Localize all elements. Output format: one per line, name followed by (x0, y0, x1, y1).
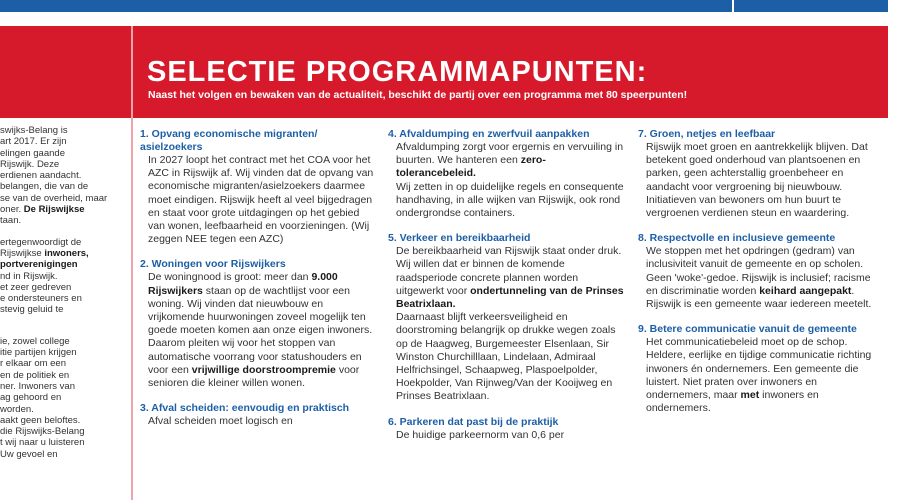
program-item-body (388, 141, 624, 220)
intro-line (0, 381, 128, 392)
program-item-heading: 1. Opvang economische migranten/ asielzoekers (140, 128, 318, 153)
program-item-heading: 7. Groen, netjes en leefbaar (638, 128, 776, 140)
program-item-body (140, 271, 376, 390)
intro-line (0, 125, 128, 136)
intro-line (0, 293, 128, 304)
program-item-body (388, 245, 624, 403)
page-title: SELECTIE PROGRAMMAPUNTEN: (147, 56, 648, 88)
program-item-paragraph (396, 311, 624, 403)
body-text: staan op de wachtlijst voor een woning. Wij vinden dat nieuwbouw en vrijkomende huurwoningen zoveel mogelijk ten goede moeten komen aan onze eigen inwoners. Daarom pleiten wij voor het stoppen van automatische voorrang voor statushouders en voor een (148, 284, 373, 376)
program-item-body (140, 154, 376, 246)
intro-line (0, 259, 128, 270)
program-item-paragraph (646, 245, 874, 271)
intro-line (0, 404, 128, 415)
body-text: . Rijswijk is een gemeente waar iedereen meetelt. (646, 284, 872, 311)
intro-line (0, 193, 128, 204)
intro-line (0, 304, 128, 315)
intro-line-text: itie partijen krijgen (0, 347, 77, 359)
body-text: De huidige parkeernorm van 0,6 per (396, 428, 565, 441)
program-item-heading: 8. Respectvolle en inclusieve gemeente (638, 232, 836, 245)
program-item-heading: 4. Afvaldumping en zwerfvuil aanpakken (388, 128, 590, 140)
intro-line (0, 336, 128, 347)
intro-line (0, 170, 128, 181)
program-item (638, 232, 874, 311)
program-item-paragraph (148, 271, 376, 390)
intro-line-text: et zeer gedreven (0, 281, 72, 293)
intro-line (0, 370, 128, 381)
program-item-paragraph (646, 141, 874, 220)
intro-line-text: e ondersteuners en (0, 293, 82, 305)
intro-line (0, 426, 128, 437)
body-text: De bereikbaarheid van Rijswijk staat onder druk. Wij willen dat er binnen de komende raadsperiode concrete plannen worden uitgewerkt voor (396, 245, 622, 297)
body-text: Rijswijk moet groen en aantrekkelijk blijven. Dat betekent goed onderhoud van plantsoenen en parken, geen achterstallig groenbeheer en aandacht voor vergroening bij nieuwbouw. Initiatieven van bewoners om hun buurt te vergroenen verdienen steun en waardering. (646, 141, 868, 220)
top-bar-divider (732, 0, 734, 12)
top-color-bar (0, 0, 888, 12)
body-text: We stoppen met het opdringen (gedram) van inclusiviteit vanuit de gemeente en op scholen. (646, 245, 864, 271)
body-text: Wij zetten in op duidelijke regels en consequente handhaving, in alle wijken van Rijswijk, ook rond ondergrondse containers. (396, 180, 624, 220)
intro-line-text: ie, zowel college (0, 335, 70, 347)
program-item-body (638, 141, 874, 220)
body-text: Daarnaast blijft verkeersveiligheid en doorstroming belangrijk op drukke wegen zoals op de Haagweg, Burgemeester Elsenlaan, Sir Winston Churchilllaan, Lindelaan, Admiraal Helfrichsingel, Schaapweg, Plaspoelpolder, Hoekpolder, Van Rijnweg/Van der Kooijweg en Prinses Beatrixlaan. (396, 311, 616, 403)
intro-line (0, 437, 128, 448)
page-edge (888, 0, 900, 500)
intro-line (0, 392, 128, 403)
emphasis-text: vrijwillige doorstroompremie (191, 363, 336, 376)
program-item-heading: 5. Verkeer en bereikbaarheid (388, 232, 531, 245)
intro-line-text: ertegenwoordigt de (0, 236, 82, 248)
intro-line-bold: inwoners, (44, 247, 89, 259)
body-text: inwoners en ondernemers. (646, 389, 819, 415)
body-text: De woningnood is groot: meer dan (148, 271, 312, 284)
intro-line-text: en de politiek en (0, 369, 70, 381)
intro-line-text: se van de overheid, maar (0, 192, 108, 204)
intro-line-bold: De Rijswijkse (23, 204, 85, 216)
program-item-paragraph (396, 141, 624, 181)
program-item-heading: 6. Parkeren dat past bij de praktijk (388, 415, 559, 428)
program-item-paragraph (396, 429, 624, 442)
program-item-paragraph (396, 181, 624, 221)
intro-line (0, 136, 128, 147)
intro-line (0, 271, 128, 282)
column-divider (131, 118, 133, 500)
program-item (140, 128, 376, 246)
body-text: Geen 'woke'-gedoe. Rijswijk is inclusief; racisme en discriminatie worden (646, 271, 871, 297)
emphasis-text: zero-tolerancebeleid. (396, 154, 546, 180)
intro-line (0, 148, 128, 159)
program-item (388, 128, 624, 220)
intro-column (0, 125, 128, 460)
intro-line-text: r elkaar om een (0, 358, 67, 370)
body-text: Afvaldumping zorgt voor ergernis en vervuiling in buurten. We hanteren een (396, 141, 624, 167)
program-item (388, 232, 624, 403)
program-item (638, 323, 874, 415)
body-text: Het communicatiebeleid moet op de schop. Heldere, eerlijke en tijdige communicatie richting inwoners én ondernemers. Een gemeente die luistert. Niet praten over inwoners en ondernemers, maar (646, 336, 872, 402)
program-item-body (140, 415, 376, 428)
program-item-paragraph (646, 336, 874, 415)
intro-line (0, 215, 128, 226)
intro-line-text: swijks-Belang is (0, 125, 68, 136)
emphasis-text: keihard aangepakt (759, 284, 852, 297)
intro-line-text: ag gehoord en (0, 392, 62, 404)
emphasis-text: met (740, 389, 760, 402)
program-item (388, 416, 624, 442)
program-item (638, 128, 874, 220)
program-item-body (638, 336, 874, 415)
program-item-paragraph (148, 415, 376, 428)
intro-line-text: art 2017. Er zijn (0, 136, 67, 148)
program-item-heading: 3. Afval scheiden: eenvoudig en praktisch (140, 402, 350, 415)
emphasis-text: ondertunneling van de Prinses Beatrixlaan. (396, 284, 624, 311)
program-item (140, 258, 376, 390)
program-column-2 (388, 128, 624, 454)
intro-line-text: stevig geluid te (0, 304, 64, 316)
program-item-body (638, 245, 874, 311)
emphasis-text: 9.000 Rijswijkers (148, 271, 338, 297)
intro-line (0, 358, 128, 369)
intro-line-text: nd in Rijswijk. (0, 270, 58, 282)
program-item-heading: 9. Betere communicatie vanuit de gemeente (638, 323, 857, 336)
intro-line (0, 181, 128, 192)
line-gap (0, 316, 128, 326)
program-item-paragraph (646, 272, 874, 312)
line-gap (0, 326, 128, 336)
program-item (140, 402, 376, 428)
program-item-paragraph (148, 154, 376, 246)
program-item-heading: 2. Woningen voor Rijswijkers (140, 258, 286, 271)
intro-line-text: Uw gevoel en (0, 448, 58, 460)
intro-line (0, 204, 128, 215)
intro-line (0, 159, 128, 170)
program-column-3 (638, 128, 874, 427)
program-item-body (388, 429, 624, 442)
intro-line-text: elingen gaande (0, 147, 65, 159)
intro-line-text: worden. (0, 403, 34, 415)
intro-line (0, 347, 128, 358)
intro-line (0, 237, 128, 248)
line-gap (0, 227, 128, 237)
intro-line-text: die Rijswijks-Belang (0, 426, 85, 438)
program-column-1 (140, 128, 376, 440)
intro-line-text: ner. Inwoners van (0, 380, 75, 392)
intro-line-text: Rijswijk. Deze (0, 158, 60, 170)
body-text: voor senioren die kleiner willen wonen. (148, 363, 360, 390)
intro-line-text: belangen, die van de (0, 181, 89, 193)
intro-line-text: t wij naar u luisteren (0, 437, 85, 449)
intro-line (0, 248, 128, 259)
intro-line (0, 282, 128, 293)
intro-line-text: erdienen aandacht. (0, 170, 82, 182)
intro-line-text: aakt geen beloftes. (0, 414, 81, 426)
banner-divider (131, 26, 133, 118)
body-text: In 2027 loopt het contract met het COA voor het AZC in Rijswijk af. Wij vinden dat de opvang van economische migranten/asielzoekers daarmee moet eindigen. Rijswijk heeft al veel bijgedragen en staat voor grote uitdagingen op het gebied van wonen, leefbaarheid en voorzieningen. (Wij zeggen NEE tegen een AZC) (148, 154, 374, 246)
intro-line-bold: portverenigingen (0, 259, 78, 271)
title-banner (0, 26, 888, 118)
intro-line (0, 449, 128, 460)
intro-line (0, 415, 128, 426)
program-item-paragraph (396, 245, 624, 311)
intro-line-text: Rijswijkse (0, 247, 45, 259)
page-subtitle: Naast het volgen en bewaken van de actualiteit, beschikt de partij over een programma met 80 speerpunten! (148, 89, 688, 101)
body-text: Afval scheiden moet logisch en (148, 415, 293, 428)
intro-line-text: oner. (0, 204, 24, 216)
intro-line-text: taan. (0, 215, 22, 227)
